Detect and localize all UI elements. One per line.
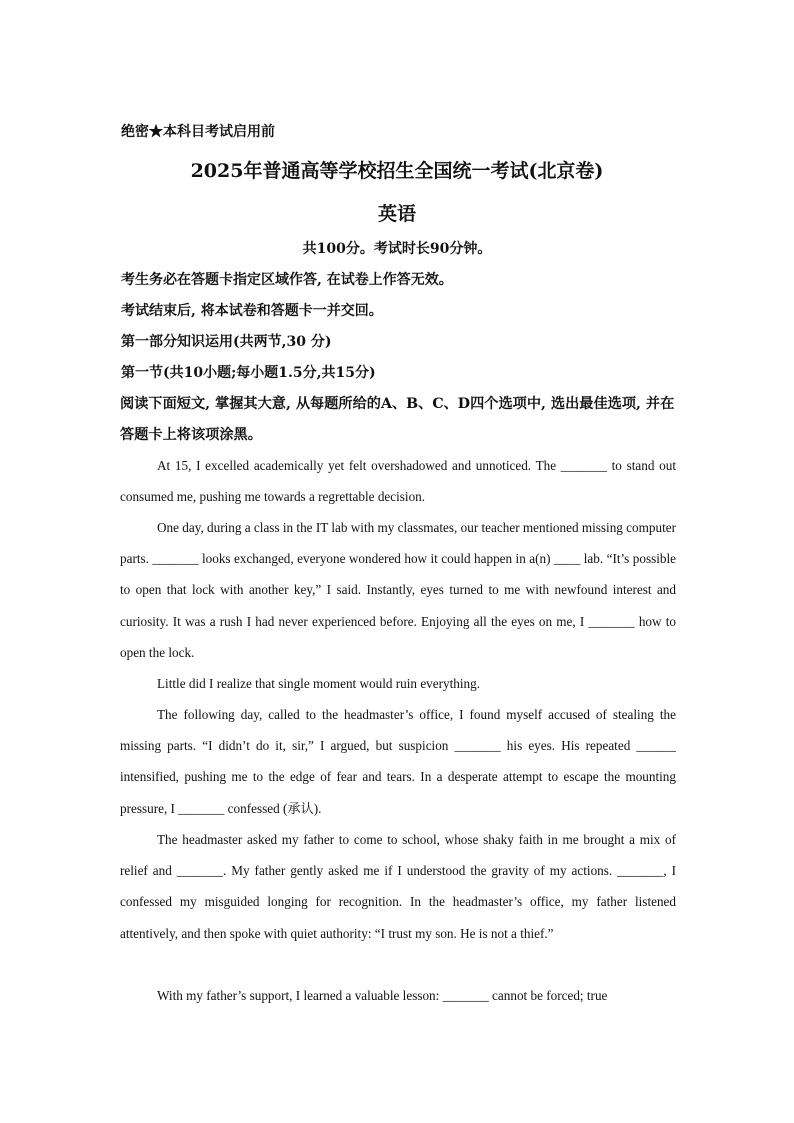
score-time: 共100分。考试时长90分钟。 — [302, 241, 492, 257]
passage-paragraph-3: Little did I realize that single moment would ruin everything. — [157, 676, 481, 691]
confidential-label: 绝密★本科目考试启用前 — [121, 124, 275, 140]
section-heading: 第一节(共10小题;每小题1.5分,共15分) — [121, 365, 376, 381]
passage-paragraph-2: One day, during a class in the IT lab with my classmates, our teacher mentioned missing computer parts. _______ looks exchanged, everyone wondered how it could happen in a(n) ____ lab. “It’s possible to open that lock with another key,” I said. Instantly, eyes turned to me with newfound interest and curiosity. It was a rush I had never experienced before. Enjoying all the eyes on me, I _______ how to open the lock. — [120, 520, 676, 660]
passage-paragraph-6: With my father’s support, I learned a valuable lesson: _______ cannot be forced; true — [157, 988, 608, 1003]
note-answer-sheet: 考生务必在答题卡指定区域作答, 在试卷上作答无效。 — [121, 272, 453, 288]
instruction: 阅读下面短文, 掌握其大意, 从每题所给的A、B、C、D四个选项中, 选出最佳选项, 并在答题卡上将该项涂黑。 — [120, 396, 675, 443]
part-heading: 第一部分知识运用(共两节,30 分) — [121, 334, 332, 350]
passage-paragraph-5: The headmaster asked my father to come to school, whose shaky faith in me brought a mix of relief and _______. My father gently asked me if I understood the gravity of my actions. _______, I confessed my misguided longing for recognition. In the headmaster’s office, my father listened attentively, and then spoke with quiet authority: “I trust my son. He is not a thief.” — [120, 832, 676, 941]
subject-title: 英语 — [377, 203, 416, 225]
passage-paragraph-4: The following day, called to the headmaster’s office, I found myself accused of stealing the missing parts. “I didn’t do it, sir,” I argued, but suspicion _______ his eyes. His repeated ______ intensified, pushing me to the edge of fear and tears. In a desperate attempt to escape the mounting pressure, I _______ confessed (承认). — [120, 707, 676, 816]
exam-title: 2025年普通高等学校招生全国统一考试(北京卷) — [190, 160, 604, 182]
note-submit: 考试结束后, 将本试卷和答题卡一并交回。 — [121, 303, 383, 319]
passage-paragraph-1: At 15, I excelled academically yet felt overshadowed and unnoticed. The _______ to stand out consumed me, pushing me towards a regrettable decision. — [120, 458, 676, 505]
